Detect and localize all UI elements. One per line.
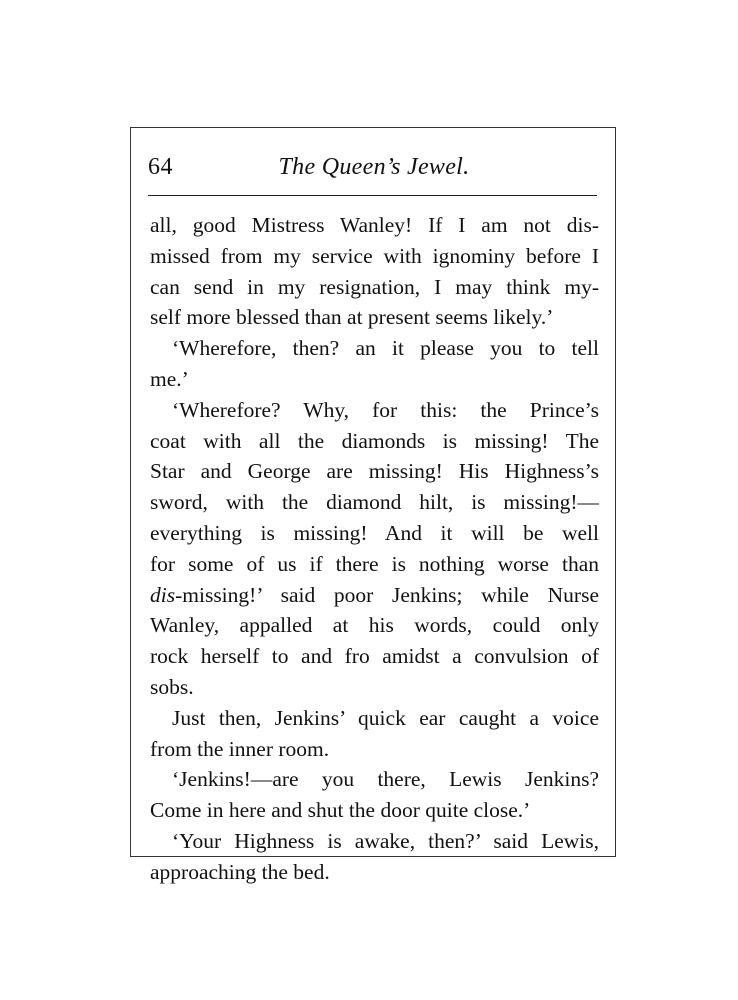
text-line: ‘Jenkins!—are you there, Lewis Jenkins? [172,767,599,792]
page-number: 64 [148,154,173,180]
text-line: sobs. [150,674,194,699]
text-line: Just then, Jenkins’ quick ear caught a voice [172,705,599,730]
text-line: Come in here and shut the door quite close.’ [150,798,531,823]
text-line: me.’ [150,366,189,391]
text-line: self more blessed than at present seems likely.’ [150,305,554,330]
text-line: approaching the bed. [150,859,330,884]
text-line: for some of us if there is nothing worse than [150,551,599,576]
body-text [150,210,599,888]
text-line: sword, with the diamond hilt, is missing!— [150,490,599,515]
text-line-rest: -missing!’ said poor Jenkins; while Nurse [175,582,599,607]
text-line: from the inner room. [150,736,330,761]
text-line: ‘Wherefore? Why, for this: the Prince’s [172,397,599,422]
text-line: can send in my resignation, I may think my- [150,274,599,299]
running-head [148,152,600,188]
text-line: Star and George are missing! His Highness’s [150,459,599,484]
text-line: ‘Wherefore, then? an it please you to tell [172,336,599,361]
text-line: missed from my service with ignominy before I [150,243,599,268]
text-line: ‘Your Highness is awake, then?’ said Lewis, [172,828,599,853]
text-line: all, good Mistress Wanley! If I am not dis- [150,213,599,237]
text-line: coat with all the diamonds is missing! The [150,428,599,453]
text-line-with-italic [150,580,599,611]
running-title: The Queen’s Jewel. [278,154,470,180]
italic-word: dis [150,582,176,607]
text-line: everything is missing! And it will be well [150,520,599,545]
header-rule [148,195,597,196]
text-line: rock herself to and fro amidst a convulsion of [150,644,599,669]
text-line: Wanley, appalled at his words, could only [150,613,599,638]
